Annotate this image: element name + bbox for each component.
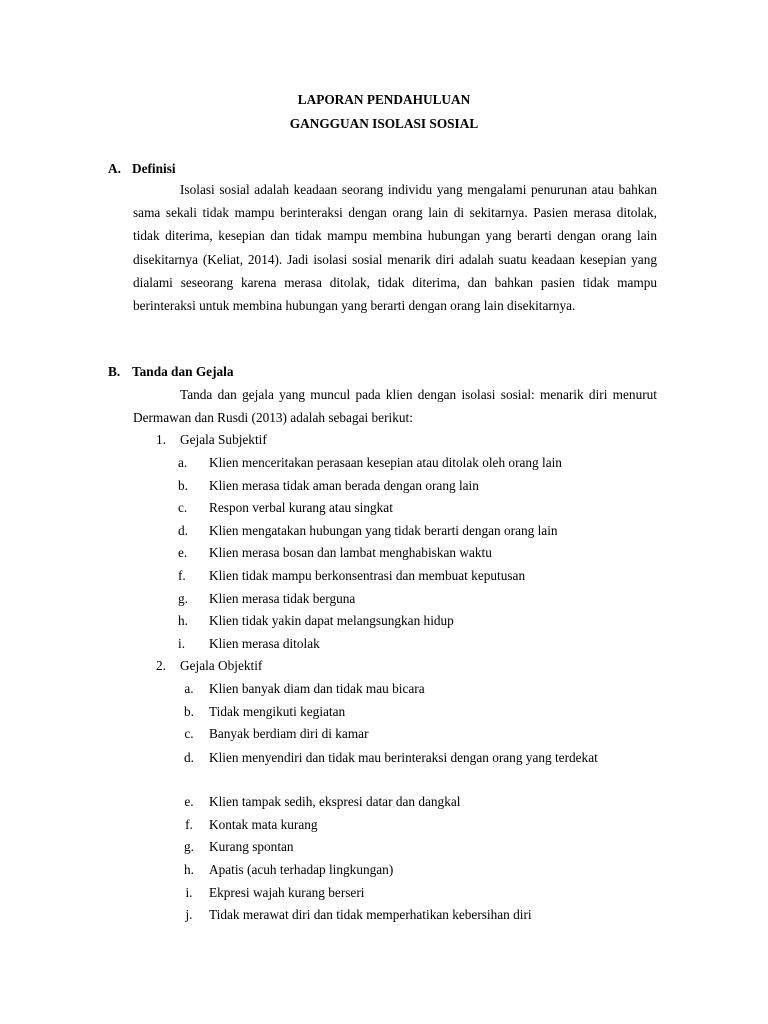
list-item [178, 545, 657, 561]
objektif-title: Gejala Objektif [180, 658, 263, 673]
list-item-text: Apatis (acuh terhadap lingkungan) [209, 862, 394, 877]
section-b-letter: B. [108, 364, 121, 379]
list-item-text: Klien merasa ditolak [209, 636, 320, 651]
list-item [178, 478, 657, 494]
list-item-text: Klien mengatakan hubungan yang tidak berarti dengan orang lain [209, 523, 558, 538]
list-item-text: Tidak mengikuti kegiatan [209, 704, 346, 719]
list-marker: e. [184, 794, 194, 809]
subjektif-number: 1. [156, 432, 166, 447]
list-item-text: Klien merasa bosan dan lambat menghabiskan waktu [209, 545, 492, 560]
list-item-text: Klien merasa tidak aman berada dengan orang lain [209, 478, 479, 493]
list-marker: c. [184, 726, 194, 741]
list-marker: g. [184, 839, 194, 854]
list-item-text: Kurang spontan [209, 839, 294, 854]
subjektif-title: Gejala Subjektif [180, 432, 267, 447]
list-item [178, 613, 657, 629]
tanda-gejala-paragraph: Tanda dan gejala yang muncul pada klien dengan isolasi sosial: menarik diri menurut Dermawan dan Rusdi (2013) adalah sebagai berikut: [133, 387, 657, 426]
list-marker: h. [184, 862, 194, 877]
list-item [178, 591, 657, 607]
document-subtitle: GANGGUAN ISOLASI SOSIAL [289, 116, 479, 131]
definisi-paragraph: Isolasi sosial adalah keadaan seorang individu yang mengalami penurunan atau bahkan sama sekali tidak mampu berinteraksi dengan orang lain di sekitarnya. Pasien merasa ditolak, tidak diterima, kesepian dan tidak mampu membina hubungan yang berarti dengan orang lain disekitarnya (Keliat, 2014). Jadi isolasi sosial menarik diri adalah suatu keadaan kesepian yang dialami seseorang karena merasa ditolak, tidak diterima, dan bahkan pasien tidak mampu berinteraksi untuk membina hubungan yang berarti dengan orang lain disekitarnya. [133, 182, 657, 314]
list-item [178, 862, 657, 878]
list-marker: d. [184, 750, 194, 765]
objektif-heading [156, 658, 262, 674]
list-marker: g. [178, 591, 188, 606]
list-marker: j. [185, 907, 193, 922]
list-item [178, 907, 657, 923]
list-item [178, 794, 657, 810]
list-item [178, 500, 657, 516]
list-item [178, 636, 657, 652]
list-item-text: Ekpresi wajah kurang berseri [209, 885, 365, 900]
list-marker: f. [185, 817, 193, 832]
list-item [178, 817, 657, 833]
list-marker: b. [184, 704, 194, 719]
document-title: LAPORAN PENDAHULUAN [297, 92, 471, 107]
objektif-number: 2. [156, 658, 166, 673]
section-b-title: Tanda dan Gejala [132, 364, 234, 379]
list-item [178, 681, 657, 697]
list-item-text: Klien tidak yakin dapat melangsungkan hidup [209, 613, 454, 628]
list-item-text: Klien menyendiri dan tidak mau berinteraksi dengan orang yang terdekat [209, 750, 598, 765]
list-marker: a. [184, 681, 194, 696]
list-item [178, 885, 657, 901]
list-item-text: Klien menceritakan perasaan kesepian atau ditolak oleh orang lain [209, 455, 562, 470]
list-item [178, 568, 657, 584]
list-item-text: Klien tampak sedih, ekspresi datar dan dangkal [209, 794, 461, 809]
list-item-text: Klien banyak diam dan tidak mau bicara [209, 681, 425, 696]
list-marker: b. [178, 478, 188, 493]
list-marker: i. [185, 885, 193, 900]
list-marker: h. [178, 613, 188, 628]
list-marker: c. [178, 500, 188, 515]
list-item [178, 839, 657, 855]
list-marker: d. [178, 523, 188, 538]
section-a-heading [108, 161, 176, 177]
list-marker: a. [178, 455, 188, 470]
list-item-text: Respon verbal kurang atau singkat [209, 500, 393, 515]
section-a-letter: A. [108, 161, 121, 176]
list-item-text: Klien tidak mampu berkonsentrasi dan membuat keputusan [209, 568, 526, 583]
list-item [178, 726, 657, 742]
list-item [178, 455, 657, 471]
section-a-title: Definisi [132, 161, 176, 176]
list-item-text: Banyak berdiam diri di kamar [209, 726, 369, 741]
list-marker: e. [178, 545, 188, 560]
list-marker: f. [178, 568, 186, 583]
list-item [178, 523, 657, 539]
list-item [178, 746, 657, 770]
list-item-text: Kontak mata kurang [209, 817, 318, 832]
list-item-text: Tidak merawat diri dan tidak memperhatikan kebersihan diri [209, 907, 532, 922]
subjektif-heading [156, 432, 267, 448]
section-b-heading [108, 364, 234, 380]
list-item-text: Klien merasa tidak berguna [209, 591, 356, 606]
list-item [178, 704, 657, 720]
list-marker: i. [178, 636, 186, 651]
